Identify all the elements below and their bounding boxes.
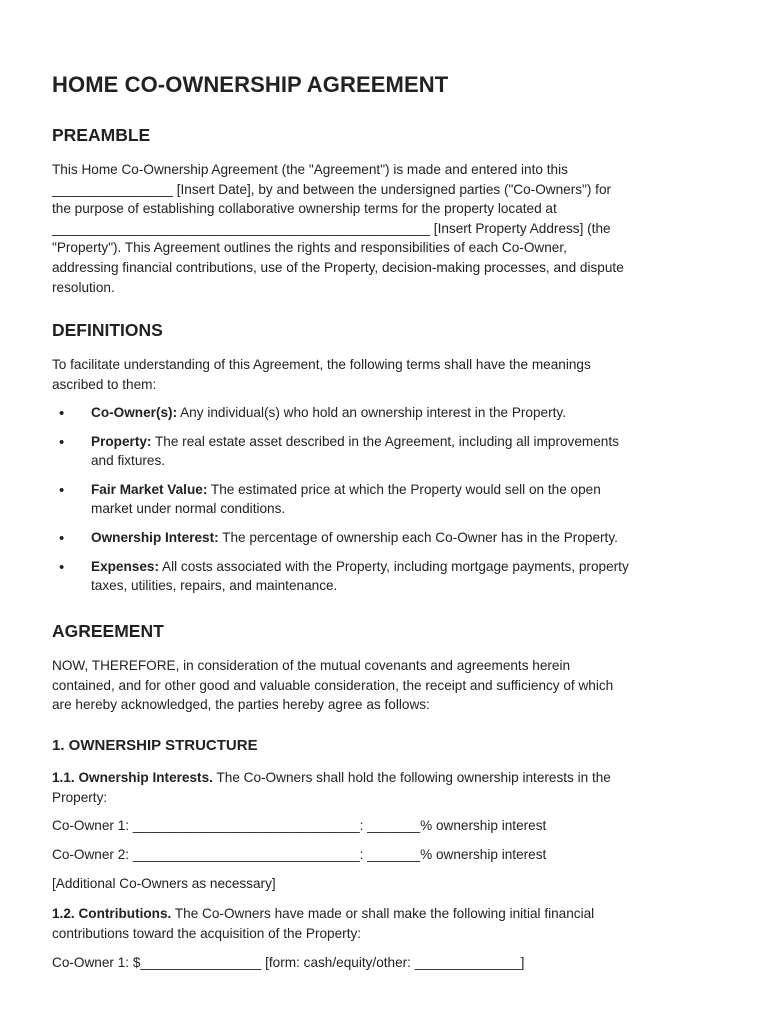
definition-text: All costs associated with the Property, including mortgage payments, property bbox=[159, 558, 629, 574]
co-owner-1-text: Co-Owner 1: ______________________________: _______% ownership interest bbox=[52, 818, 547, 833]
document-title: HOME CO-OWNERSHIP AGREEMENT bbox=[52, 72, 449, 97]
clause-line: Property: bbox=[52, 789, 108, 805]
definition-term: Property: bbox=[91, 433, 152, 449]
definition-text: market under normal conditions. bbox=[91, 501, 286, 517]
clause-text: The Co-Owners shall hold the following ownership interests in the bbox=[212, 770, 611, 785]
definition-text: and fixtures. bbox=[91, 453, 166, 469]
clause-label: 1.1. Ownership Interests. bbox=[52, 770, 213, 785]
agreement-line: NOW, THEREFORE, in consideration of the mutual covenants and agreements herein bbox=[52, 658, 571, 673]
definition-term: Co-Owner(s): bbox=[91, 405, 178, 420]
preamble-line: __________________________________________________ [Insert Property Address] (the bbox=[52, 220, 611, 236]
preamble-line: the purpose of establishing collaborative ownership terms for the property located at bbox=[52, 201, 557, 217]
agreement-line: contained, and for other good and valuable consideration, the receipt and sufficiency of which bbox=[52, 677, 614, 693]
preamble-line: This Home Co-Ownership Agreement (the "Agreement") is made and entered into this bbox=[52, 162, 568, 177]
definition-item-fair-market-value bbox=[52, 480, 730, 519]
preamble-line: resolution. bbox=[52, 279, 115, 295]
definition-item-co-owners bbox=[52, 403, 730, 423]
definitions-intro-line: To facilitate understanding of this Agreement, the following terms shall have the meanings bbox=[52, 357, 591, 372]
definition-item-property bbox=[52, 432, 730, 471]
definition-text: taxes, utilities, repairs, and maintenance. bbox=[91, 578, 338, 594]
agreement-paragraph bbox=[52, 656, 730, 715]
definitions-intro-line: ascribed to them: bbox=[52, 376, 157, 392]
clause-text: The Co-Owners have made or shall make the following initial financial bbox=[171, 906, 595, 921]
definition-item-expenses bbox=[52, 557, 730, 596]
definitions-intro bbox=[52, 355, 730, 394]
definitions-heading: DEFINITIONS bbox=[52, 320, 163, 340]
definitions-section bbox=[52, 320, 730, 341]
additional-co-owners-text: [Additional Co-Owners as necessary] bbox=[52, 876, 276, 891]
co-owner-1-line bbox=[52, 816, 730, 836]
preamble-section bbox=[52, 125, 730, 146]
contribution-1-text: Co-Owner 1: $________________ [form: cash/equity/other: ______________] bbox=[52, 955, 525, 970]
additional-co-owners-line bbox=[52, 874, 730, 894]
clause-label: 1.2. Contributions. bbox=[52, 906, 172, 921]
clause-line bbox=[52, 904, 730, 924]
definition-item-ownership-interest bbox=[52, 528, 730, 548]
ownership-structure-section bbox=[52, 737, 730, 754]
contributions-clause bbox=[52, 904, 730, 943]
definition-text: The estimated price at which the Property would sell on the open bbox=[207, 481, 601, 497]
definition-term: Ownership Interest: bbox=[91, 529, 219, 545]
ownership-interests-clause bbox=[52, 768, 730, 807]
definition-text: The percentage of ownership each Co-Owner has in the Property. bbox=[218, 529, 618, 545]
definitions-list bbox=[52, 403, 730, 596]
agreement-heading: AGREEMENT bbox=[52, 621, 164, 641]
contribution-1-line bbox=[52, 953, 730, 973]
preamble-paragraph bbox=[52, 160, 730, 297]
preamble-line: ________________ [Insert Date], by and between the undersigned parties ("Co-Owners") for bbox=[52, 181, 612, 197]
agreement-section bbox=[52, 621, 730, 642]
preamble-line: addressing financial contributions, use of the Property, decision-making processes, and dispute bbox=[52, 259, 624, 275]
co-owner-2-text: Co-Owner 2: ______________________________: _______% ownership interest bbox=[52, 847, 547, 862]
agreement-line: are hereby acknowledged, the parties hereby agree as follows: bbox=[52, 697, 430, 713]
definition-text: The real estate asset described in the Agreement, including all improvements bbox=[151, 433, 619, 449]
preamble-heading: PREAMBLE bbox=[52, 125, 151, 145]
definition-term: Expenses: bbox=[91, 558, 160, 574]
co-owner-2-line bbox=[52, 845, 730, 865]
definition-text: Any individual(s) who hold an ownership interest in the Property. bbox=[177, 405, 566, 420]
clause-line bbox=[52, 768, 730, 788]
definition-term: Fair Market Value: bbox=[91, 481, 208, 497]
ownership-structure-heading: 1. OWNERSHIP STRUCTURE bbox=[52, 737, 258, 754]
preamble-line: "Property"). This Agreement outlines the rights and responsibilities of each Co-Owner, bbox=[52, 240, 567, 256]
clause-line: contributions toward the acquisition of the Property: bbox=[52, 925, 362, 941]
